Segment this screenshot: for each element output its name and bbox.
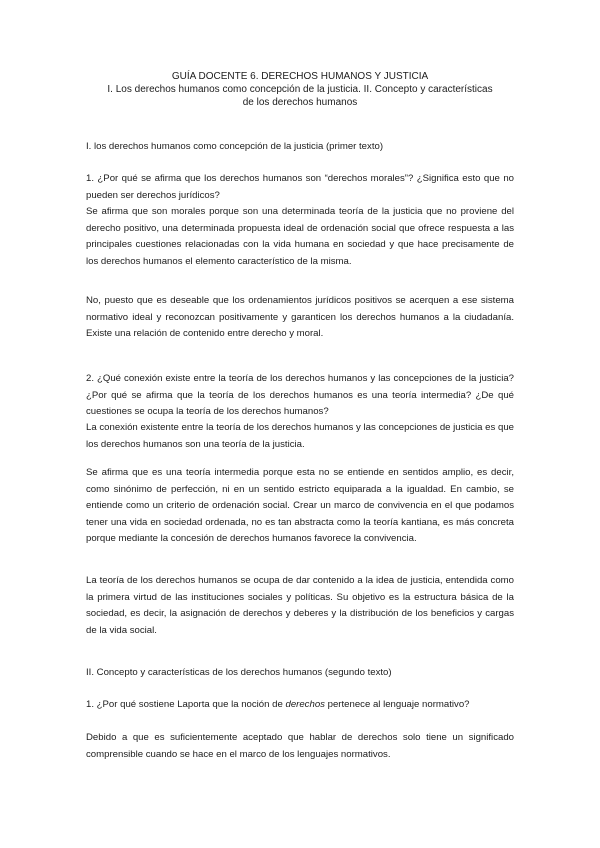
section1-q2-answer1: La conexión existente entre la teoría de los derechos humanos y las concepciones de justicia es que los derechos humanos son una teoría de la justicia. — [86, 422, 514, 450]
section2-q1-question-part1: 1. ¿Por qué sostiene Laporta que la noción de — [86, 699, 286, 710]
section1-heading: I. los derechos humanos como concepción de la justicia (primer texto) — [86, 141, 384, 152]
section1-q1-answer1: Se afirma que son morales porque son una determinada teoría de la justicia que no proviene del derecho positivo, una determinada propuesta ideal de ordenación social que ofrece respuesta a las principales cuestiones relacionadas con la vida humana en sociedad y que hace precisamente de los derechos humanos el elemento característico de la misma. — [86, 206, 514, 267]
section2-q1-question-emphasis: derechos — [285, 699, 325, 710]
section1-q2-answer2: Se afirma que es una teoría intermedia porque esta no se entiende en sentidos amplio, es decir, como sinónimo de perfección, ni en un sentido estricto equiparada a la igualdad. En cambio, se entiende como un criterio de ordenación social. Crear un marco de convivencia en el que podamos tener una vida en sociedad ordenada, no es tan abstracta como la teoría kantiana, es más concreta porque mediante la concesión de derechos humanos favorece la convivencia. — [86, 467, 514, 545]
document-subtitle-line2: de los derechos humanos — [242, 97, 358, 108]
section1-q1-answer2: No, puesto que es deseable que los ordenamientos jurídicos positivos se acerquen a ese sistema normativo ideal y reconozcan positivamente y garanticen los derechos humanos a la ciudadanía. Existe una relación de contenido entre derecho y moral. — [86, 295, 514, 340]
document-header — [80, 70, 520, 109]
section2-q1-question — [86, 697, 514, 714]
document-subtitle-line1: I. Los derechos humanos como concepción de la justicia. II. Concepto y características — [107, 84, 493, 95]
section2-heading: II. Concepto y características de los derechos humanos (segundo texto) — [86, 667, 392, 678]
document-title: GUÍA DOCENTE 6. DERECHOS HUMANOS Y JUSTICIA — [171, 71, 429, 82]
section1-q2-question: 2. ¿Qué conexión existe entre la teoría de los derechos humanos y las concepciones de la justicia? ¿Por qué se afirma que la teoría de los derechos humanos es una teoría intermedia? ¿De qué cuestiones se ocupa la teoría de los derechos humanos? — [86, 373, 514, 418]
section1-q2-answer3: La teoría de los derechos humanos se ocupa de dar contenido a la idea de justicia, entendida como la primera virtud de las instituciones sociales y políticas. Su objetivo es la estructura básica de la sociedad, es decir, la asignación de derechos y deberes y la distribución de los beneficios y cargas de la vida social. — [86, 575, 514, 636]
section2-q1-answer: Debido a que es suficientemente aceptado que hablar de derechos solo tiene un significado comprensible cuando se hace en el marco de los lenguajes normativos. — [86, 732, 514, 760]
section2-q1-question-part2: pertenece al lenguaje normativo? — [324, 699, 470, 710]
section1-q1-question: 1. ¿Por qué se afirma que los derechos humanos son “derechos morales”? ¿Significa esto que no pueden ser derechos jurídicos? — [86, 173, 514, 201]
